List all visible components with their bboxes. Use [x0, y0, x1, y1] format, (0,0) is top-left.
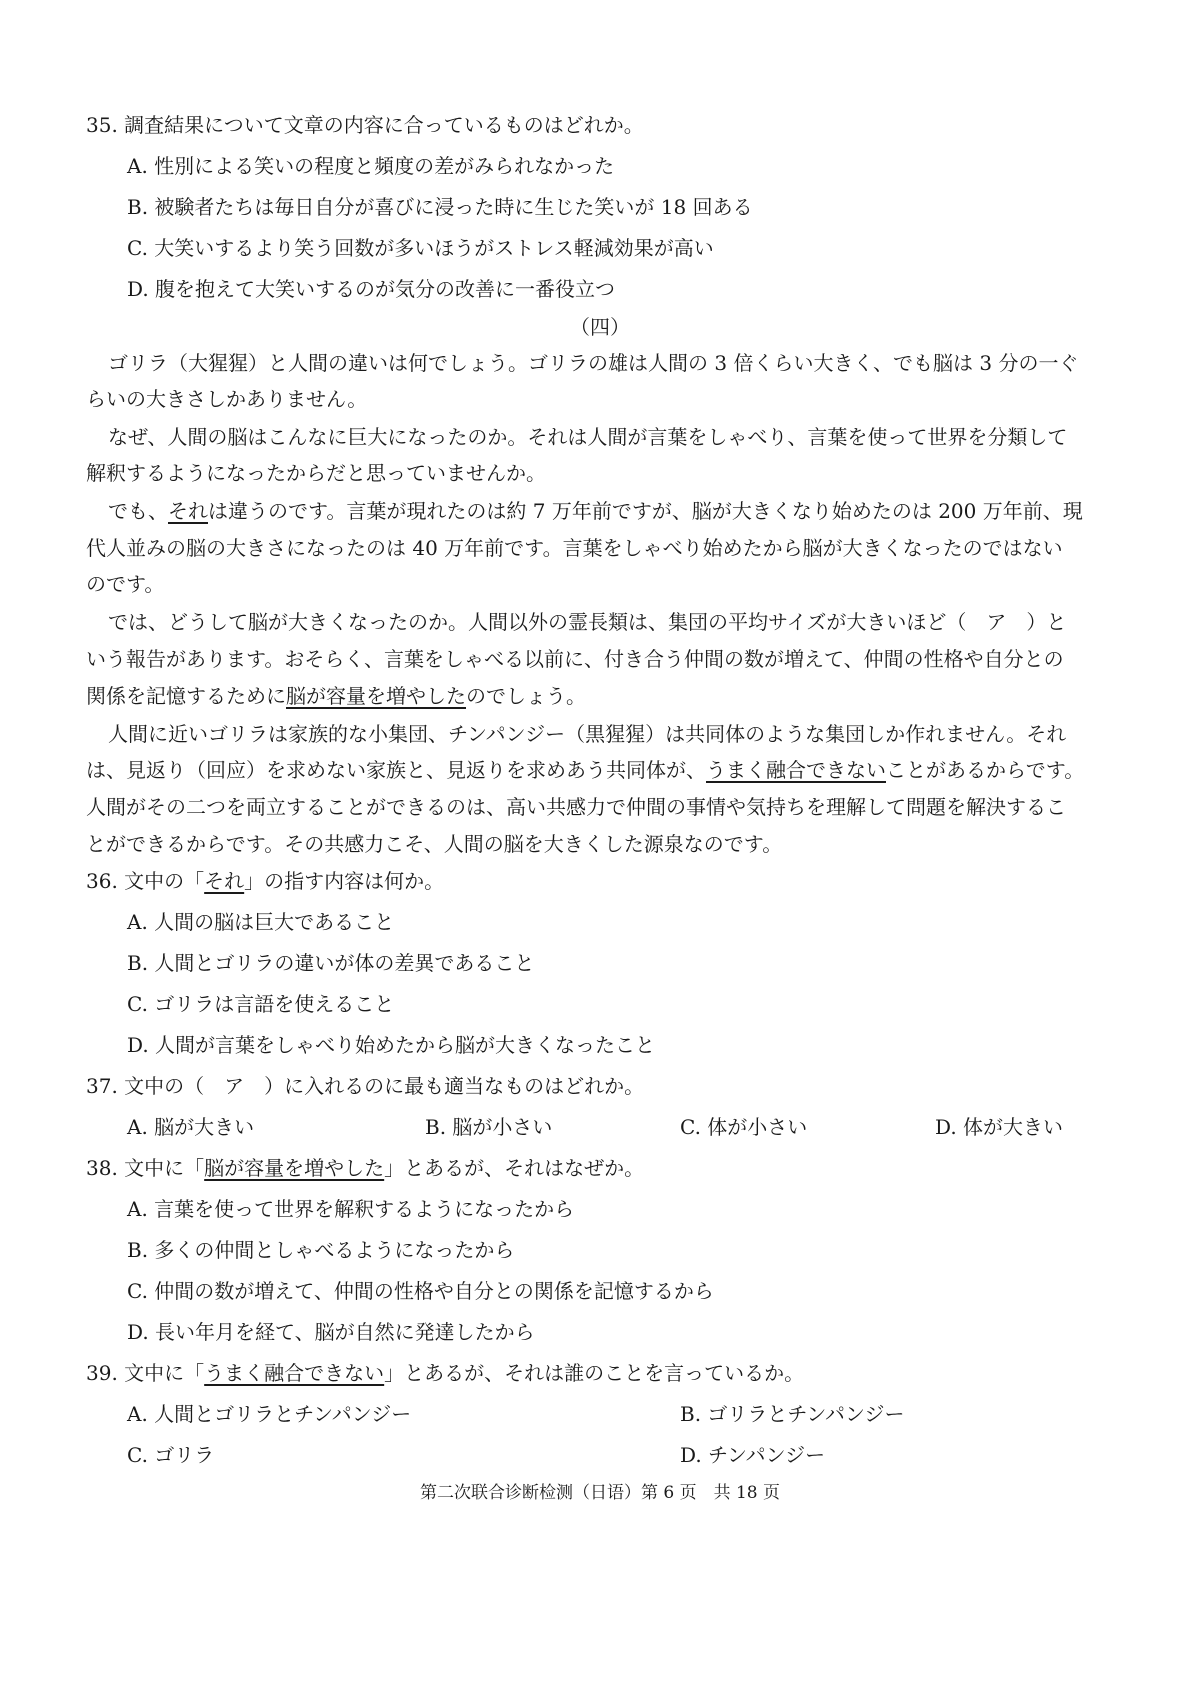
q36-option-d: D. 人間が言葉をしゃべり始めたから脳が大きくなったこと — [127, 1033, 656, 1057]
passage-p2-line1: なぜ、人間の脳はこんなに巨大になったのか。それは人間が言葉をしゃべり、言葉を使って世界を分類して — [108, 425, 1068, 449]
question-37-stem: 37. 文中の（ ア ）に入れるのに最も適当なものはどれか。 — [86, 1074, 645, 1098]
question-36-stem — [86, 866, 444, 896]
q36-stem-underlined: それ — [204, 869, 245, 893]
q37-option-d: D. 体が大きい — [935, 1115, 1064, 1139]
q39-option-c: C. ゴリラ — [127, 1443, 215, 1467]
passage-p1-line1: ゴリラ（大猩猩）と人間の違いは何でしょう。ゴリラの雄は人間の 3 倍くらい大きく、でも脳は 3 分の一ぐ — [108, 351, 1079, 375]
q37-option-c: C. 体が小さい — [680, 1115, 808, 1139]
question-35-stem: 35. 調査結果について文章の内容に合っているものはどれか。 — [86, 113, 644, 137]
p5-text-pre: は、見返り（回应）を求めない家族と、見返りを求めあう共同体が、 — [86, 758, 706, 782]
passage-p2-line2: 解釈するようになったからだと思っていませんか。 — [86, 461, 546, 485]
q38-option-a: A. 言葉を使って世界を解釈するようになったから — [127, 1197, 575, 1221]
q39-stem-pre: 39. 文中に「 — [86, 1361, 205, 1385]
q36-stem-pre: 36. 文中の「 — [86, 869, 205, 893]
q38-option-c: C. 仲間の数が増えて、仲間の性格や自分との関係を記憶するから — [127, 1279, 714, 1303]
passage-p5-line2 — [86, 755, 1084, 785]
question-39-stem — [86, 1358, 804, 1388]
q39-stem-post: 」とあるが、それは誰のことを言っているか。 — [384, 1361, 805, 1385]
q36-option-c: C. ゴリラは言語を使えること — [127, 992, 395, 1016]
passage-p1-line2: らいの大きさしかありません。 — [86, 387, 368, 411]
q38-stem-pre: 38. 文中に「 — [86, 1156, 205, 1180]
q35-option-a: A. 性別による笑いの程度と頻度の差がみられなかった — [127, 154, 615, 178]
p4-text-pre: 関係を記憶するために — [86, 684, 286, 708]
q38-option-b: B. 多くの仲間としゃべるようになったから — [127, 1238, 515, 1262]
passage-p5-line4: とができるからです。その共感力こそ、人間の脳を大きくした源泉なのです。 — [86, 832, 783, 856]
p3-text-post: は違うのです。言葉が現れたのは約 7 万年前ですが、脳が大きくなり始めたのは 200 万年前、現 — [208, 499, 1083, 523]
p3-text-pre: でも、 — [108, 499, 168, 523]
q38-stem-underlined: 脳が容量を増やした — [204, 1156, 385, 1180]
q35-option-b: B. 被験者たちは毎日自分が喜びに浸った時に生じた笑いが 18 回ある — [127, 195, 753, 219]
passage-p3-line2: 代人並みの脳の大きさになったのは 40 万年前です。言葉をしゃべり始めたから脳が大きくなったのではない — [86, 536, 1063, 560]
q36-option-a: A. 人間の脳は巨大であること — [127, 910, 395, 934]
passage-p4-line3 — [86, 681, 586, 711]
p4-text-post: のでしょう。 — [466, 684, 586, 708]
p5-text-post: ことがあるからです。 — [886, 758, 1085, 782]
passage-p3-line3: のです。 — [86, 572, 165, 596]
question-38-stem — [86, 1153, 644, 1183]
q37-option-a: A. 脳が大きい — [127, 1115, 255, 1139]
q35-option-c: C. 大笑いするより笑う回数が多いほうがストレス軽減効果が高い — [127, 236, 714, 260]
q39-stem-underlined: うまく融合できない — [204, 1361, 385, 1385]
q39-option-d: D. チンパンジー — [680, 1443, 826, 1467]
q38-option-d: D. 長い年月を経て、脳が自然に発達したから — [127, 1320, 535, 1344]
passage-p5-line1: 人間に近いゴリラは家族的な小集団、チンパンジー（黒猩猩）は共同体のような集団しか作れません。それ — [108, 722, 1067, 746]
q38-stem-post: 」とあるが、それはなぜか。 — [384, 1156, 645, 1180]
q36-stem-post: 」の指す内容は何か。 — [244, 869, 445, 893]
passage-p4-line2: いう報告があります。おそらく、言葉をしゃべる以前に、付き合う仲間の数が増えて、仲間の性格や自分との — [86, 647, 1064, 671]
passage-p3-line1 — [108, 496, 1083, 526]
section-title: （四） — [570, 315, 630, 339]
q39-option-a: A. 人間とゴリラとチンパンジー — [127, 1402, 412, 1426]
q36-option-b: B. 人間とゴリラの違いが体の差異であること — [127, 951, 535, 975]
underlined-sore: それ — [168, 499, 208, 523]
page-footer: 第二次联合诊断检测（日语）第 6 页 共 18 页 — [419, 1483, 781, 1503]
passage-p4-line1: では、どうして脳が大きくなったのか。人間以外の霊長類は、集団の平均サイズが大きいほど（ ア ）と — [108, 610, 1067, 634]
passage-p5-line3: 人間がその二つを両立することができるのは、高い共感力で仲間の事情や気持ちを理解して問題を解決するこ — [86, 795, 1066, 819]
q39-option-b: B. ゴリラとチンパンジー — [680, 1402, 905, 1426]
q37-option-b: B. 脳が小さい — [425, 1115, 553, 1139]
underlined-cannot-merge: うまく融合できない — [706, 758, 886, 782]
underlined-brain-capacity: 脳が容量を増やした — [286, 684, 466, 708]
q35-option-d: D. 腹を抱えて大笑いするのが気分の改善に一番役立つ — [127, 277, 616, 301]
